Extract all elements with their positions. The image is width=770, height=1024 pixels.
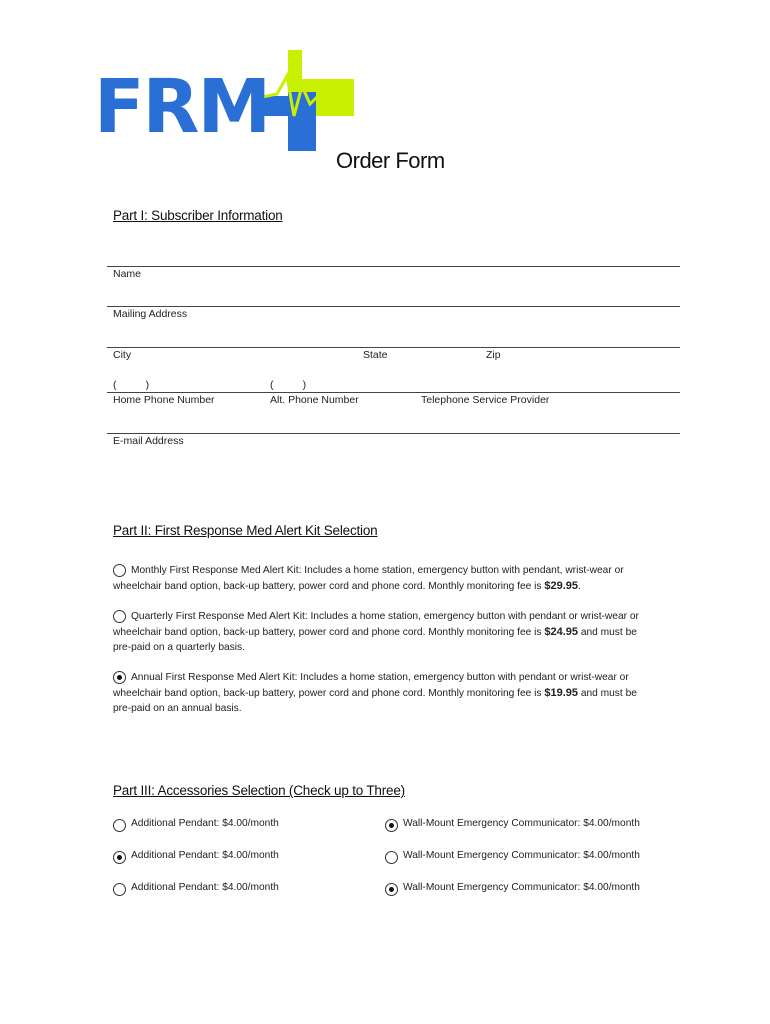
kit-option-text: Annual First Response Med Alert Kit: Includes a home station, emergency button with pendant or wrist-wear or wheelchair band option, back-up battery, power cord and phone cord. Monthly monitoring fee is [113,672,629,699]
phone-line [107,392,680,393]
radio-quarterly[interactable] [113,610,126,623]
name-label: Name [113,268,142,280]
kit-price: $19.95 [544,686,578,699]
kit-option-quarterly[interactable] [113,609,653,656]
provider-label: Telephone Service Provider [421,394,550,406]
state-label: State [363,349,388,361]
accessory-pendant-1[interactable] [113,818,279,829]
kit-option-text: Quarterly First Response Med Alert Kit: Includes a home station, emergency button with pendant or wrist-wear or wheelchair band option, back-up battery, power cord and phone cord. Monthly monitoring fee is [113,611,639,638]
radio-communicator-1[interactable] [385,819,398,832]
radio-annual[interactable] [113,671,126,684]
logo-wordmark: FRM [94,64,270,150]
address-label: Mailing Address [113,308,188,320]
accessory-label: Additional Pendant: $4.00/month [131,850,279,861]
kit-option-monthly[interactable] [113,563,653,594]
kit-option-text-end: . [578,580,581,592]
kit-option-text-end: and must be pre-paid on a quarterly basis. [113,626,637,653]
accessory-label: Wall-Mount Emergency Communicator: $4.00/month [403,882,640,893]
email-label: E-mail Address [113,435,184,447]
city-line [107,347,680,348]
accessory-label: Additional Pendant: $4.00/month [131,882,279,893]
accessory-label: Wall-Mount Emergency Communicator: $4.00/month [403,850,640,861]
part3-title: Part III: Accessories Selection (Check up to Three) [113,783,405,798]
email-line [107,433,680,434]
accessory-pendant-3[interactable] [113,882,279,893]
accessory-communicator-3[interactable] [385,882,640,893]
accessory-communicator-2[interactable] [385,850,640,861]
radio-pendant-1[interactable] [113,819,126,832]
accessory-pendant-2[interactable] [113,850,279,861]
radio-communicator-3[interactable] [385,883,398,896]
part2-title: Part II: First Response Med Alert Kit Selection [113,523,378,538]
accessory-label: Wall-Mount Emergency Communicator: $4.00/month [403,818,640,829]
name-line [107,266,680,267]
kit-option-text-end: and must be pre-paid on an annual basis. [113,687,637,714]
frm-logo-graphic [92,46,362,156]
alt-phone-area-code: ( ) [270,379,307,391]
kit-option-text: Monthly First Response Med Alert Kit: Includes a home station, emergency button with pendant, wrist-wear or wheelchair band option, back-up battery, power cord and phone cord. Monthly monitoring fee is [113,565,624,592]
kit-option-annual[interactable] [113,670,653,717]
address-line [107,306,680,307]
radio-monthly[interactable] [113,564,126,577]
radio-pendant-3[interactable] [113,883,126,896]
frm-logo [92,46,362,156]
home-phone-label: Home Phone Number [113,394,215,406]
accessory-label: Additional Pendant: $4.00/month [131,818,279,829]
alt-phone-label: Alt. Phone Number [270,394,359,406]
accessory-communicator-1[interactable] [385,818,640,829]
part1-title: Part I: Subscriber Information [113,208,283,223]
form-title: Order Form [336,148,445,173]
kit-price: $29.95 [544,579,578,592]
home-phone-area-code: ( ) [113,379,150,391]
radio-communicator-2[interactable] [385,851,398,864]
kit-price: $24.95 [544,625,578,638]
zip-label: Zip [486,349,501,361]
city-label: City [113,349,132,361]
radio-pendant-2[interactable] [113,851,126,864]
